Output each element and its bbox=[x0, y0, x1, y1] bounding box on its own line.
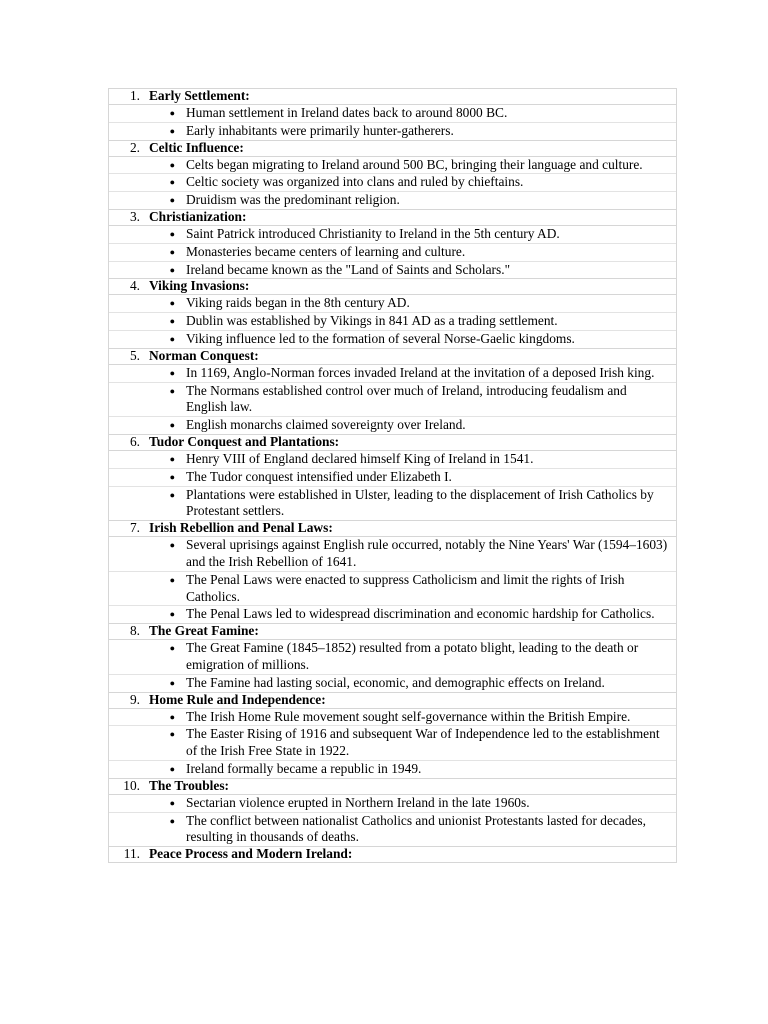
section-title: The Great Famine: bbox=[149, 623, 259, 639]
bullet-dot-icon: ● bbox=[169, 125, 175, 136]
list-item bbox=[109, 295, 676, 313]
bullet-list bbox=[108, 795, 677, 846]
section-heading bbox=[108, 520, 677, 537]
list-item bbox=[109, 726, 676, 761]
bullet-text: Plantations were established in Ulster, leading to the displacement of Irish Catholics by Protestant settlers. bbox=[186, 486, 654, 519]
bullet-list bbox=[108, 295, 677, 347]
list-item bbox=[109, 469, 676, 487]
section-number: 11. bbox=[123, 846, 140, 862]
section-title: Early Settlement: bbox=[149, 88, 250, 104]
bullet-dot-icon: ● bbox=[169, 729, 175, 740]
list-item bbox=[109, 365, 676, 383]
bullet-dot-icon: ● bbox=[169, 420, 175, 431]
bullet-dot-icon: ● bbox=[169, 385, 175, 396]
bullet-dot-icon: ● bbox=[169, 489, 175, 500]
bullet-text: Early inhabitants were primarily hunter-gatherers. bbox=[186, 122, 454, 138]
bullet-dot-icon: ● bbox=[169, 333, 175, 344]
list-item bbox=[109, 606, 676, 623]
section-heading bbox=[108, 140, 677, 157]
bullet-text: The Famine had lasting social, economic, and demographic effects on Ireland. bbox=[186, 674, 605, 690]
bullet-text: Celtic society was organized into clans and ruled by chieftains. bbox=[186, 174, 524, 190]
section-number: 7. bbox=[129, 520, 140, 536]
bullet-text: Ireland formally became a republic in 1949. bbox=[186, 760, 422, 776]
list-item bbox=[109, 709, 676, 727]
list-item bbox=[109, 813, 676, 847]
bullet-dot-icon: ● bbox=[169, 815, 175, 826]
bullet-text: Sectarian violence erupted in Northern Ireland in the late 1960s. bbox=[186, 794, 530, 810]
section-title: The Troubles: bbox=[149, 777, 229, 793]
document-body bbox=[108, 88, 677, 863]
list-item bbox=[109, 105, 676, 123]
bullet-text: English monarchs claimed sovereignty over Ireland. bbox=[186, 417, 466, 433]
list-item bbox=[109, 123, 676, 140]
section-heading bbox=[108, 88, 677, 105]
section-title: Tudor Conquest and Plantations: bbox=[149, 434, 340, 450]
bullet-dot-icon: ● bbox=[169, 108, 175, 118]
list-item bbox=[109, 417, 676, 434]
bullet-text: Saint Patrick introduced Christianity to Ireland in the 5th century AD. bbox=[186, 225, 560, 241]
section-number: 1. bbox=[129, 88, 140, 104]
section-heading bbox=[108, 623, 677, 640]
bullet-dot-icon: ● bbox=[169, 298, 175, 309]
section-heading bbox=[108, 278, 677, 295]
bullet-text: Dublin was established by Vikings in 841 AD as a trading settlement. bbox=[186, 313, 558, 329]
list-item bbox=[109, 675, 676, 692]
bullet-dot-icon: ● bbox=[169, 367, 175, 378]
bullet-text: Human settlement in Ireland dates back to around 8000 BC. bbox=[186, 105, 508, 120]
list-item bbox=[109, 192, 676, 209]
bullet-dot-icon: ● bbox=[169, 453, 175, 464]
bullet-dot-icon: ● bbox=[169, 609, 175, 620]
bullet-text: Viking influence led to the formation of several Norse-Gaelic kingdoms. bbox=[186, 330, 575, 346]
bullet-dot-icon: ● bbox=[169, 246, 175, 257]
bullet-text: The Penal Laws were enacted to suppress Catholicism and limit the rights of Irish Catholics. bbox=[186, 571, 625, 604]
bullet-text: The Irish Home Rule movement sought self-governance within the British Empire. bbox=[186, 708, 631, 724]
bullet-list bbox=[108, 365, 677, 434]
list-item bbox=[109, 262, 676, 279]
section-heading bbox=[108, 846, 677, 863]
bullet-dot-icon: ● bbox=[169, 195, 175, 206]
list-item bbox=[109, 313, 676, 331]
section-title: Christianization: bbox=[149, 209, 247, 225]
section-number: 9. bbox=[129, 691, 140, 707]
section-title: Celtic Influence: bbox=[149, 139, 244, 155]
bullet-text: The Great Famine (1845–1852) resulted from a potato blight, leading to the death or emigration of millions. bbox=[186, 640, 639, 672]
section-title: Peace Process and Modern Ireland: bbox=[149, 846, 353, 862]
bullet-dot-icon: ● bbox=[169, 228, 175, 239]
bullet-dot-icon: ● bbox=[169, 574, 175, 585]
bullet-list bbox=[108, 537, 677, 623]
bullet-text: The Easter Rising of 1916 and subsequent War of Independence led to the establishment of the Irish Free State in 1922. bbox=[186, 726, 660, 759]
section-number: 3. bbox=[129, 209, 140, 225]
list-item bbox=[109, 537, 676, 572]
bullet-text: Monasteries became centers of learning and culture. bbox=[186, 243, 466, 259]
bullet-dot-icon: ● bbox=[169, 797, 175, 808]
bullet-list bbox=[108, 640, 677, 691]
bullet-dot-icon: ● bbox=[169, 711, 175, 722]
bullet-text: Henry VIII of England declared himself King of Ireland in 1541. bbox=[186, 450, 534, 466]
list-item bbox=[109, 226, 676, 244]
bullet-dot-icon: ● bbox=[169, 540, 175, 551]
section-number: 2. bbox=[129, 139, 140, 155]
section-number: 5. bbox=[129, 347, 140, 363]
list-item bbox=[109, 487, 676, 521]
list-item bbox=[109, 331, 676, 348]
bullet-dot-icon: ● bbox=[169, 316, 175, 327]
list-item bbox=[109, 383, 676, 418]
bullet-text: Several uprisings against English rule occurred, notably the Nine Years' War (1594–1603) and the Irish Rebellion of 1641. bbox=[186, 537, 668, 569]
section-title: Viking Invasions: bbox=[149, 278, 250, 294]
bullet-dot-icon: ● bbox=[169, 677, 175, 688]
list-item bbox=[109, 572, 676, 607]
section-heading bbox=[108, 778, 677, 795]
list-item bbox=[109, 640, 676, 675]
section-number: 8. bbox=[129, 623, 140, 639]
bullet-text: The Tudor conquest intensified under Elizabeth I. bbox=[186, 468, 452, 484]
bullet-list bbox=[108, 226, 677, 278]
bullet-dot-icon: ● bbox=[169, 763, 175, 774]
list-item bbox=[109, 761, 676, 778]
bullet-list bbox=[108, 157, 677, 209]
list-item bbox=[109, 174, 676, 192]
bullet-dot-icon: ● bbox=[169, 643, 175, 654]
section-number: 10. bbox=[123, 777, 140, 793]
bullet-text: Ireland became known as the "Land of Saints and Scholars." bbox=[186, 261, 511, 277]
bullet-text: Druidism was the predominant religion. bbox=[186, 192, 400, 208]
bullet-text: Viking raids began in the 8th century AD. bbox=[186, 295, 410, 311]
section-title: Norman Conquest: bbox=[149, 347, 259, 363]
bullet-text: The Normans established control over much of Ireland, introducing feudalism and English law. bbox=[186, 382, 627, 415]
bullet-text: In 1169, Anglo-Norman forces invaded Ireland at the invitation of a deposed Irish king. bbox=[186, 364, 655, 380]
section-heading bbox=[108, 692, 677, 709]
bullet-list bbox=[108, 709, 677, 778]
list-item bbox=[109, 157, 676, 175]
bullet-text: Celts began migrating to Ireland around 500 BC, bringing their language and culture. bbox=[186, 156, 643, 172]
bullet-dot-icon: ● bbox=[169, 159, 175, 170]
section-heading bbox=[108, 209, 677, 226]
section-number: 4. bbox=[129, 278, 140, 294]
list-item bbox=[109, 795, 676, 813]
bullet-dot-icon: ● bbox=[169, 471, 175, 482]
list-item bbox=[109, 451, 676, 469]
bullet-dot-icon: ● bbox=[169, 177, 175, 188]
bullet-text: The Penal Laws led to widespread discrimination and economic hardship for Catholics. bbox=[186, 606, 655, 622]
bullet-dot-icon: ● bbox=[169, 264, 175, 275]
section-heading bbox=[108, 434, 677, 451]
section-title: Irish Rebellion and Penal Laws: bbox=[149, 520, 333, 536]
bullet-list bbox=[108, 105, 677, 140]
bullet-text: The conflict between nationalist Catholics and unionist Protestants lasted for decades, resulting in thousands of deaths. bbox=[186, 812, 646, 845]
bullet-list bbox=[108, 451, 677, 520]
section-title: Home Rule and Independence: bbox=[149, 691, 326, 707]
section-heading bbox=[108, 348, 677, 365]
section-number: 6. bbox=[129, 434, 140, 450]
list-item bbox=[109, 244, 676, 262]
